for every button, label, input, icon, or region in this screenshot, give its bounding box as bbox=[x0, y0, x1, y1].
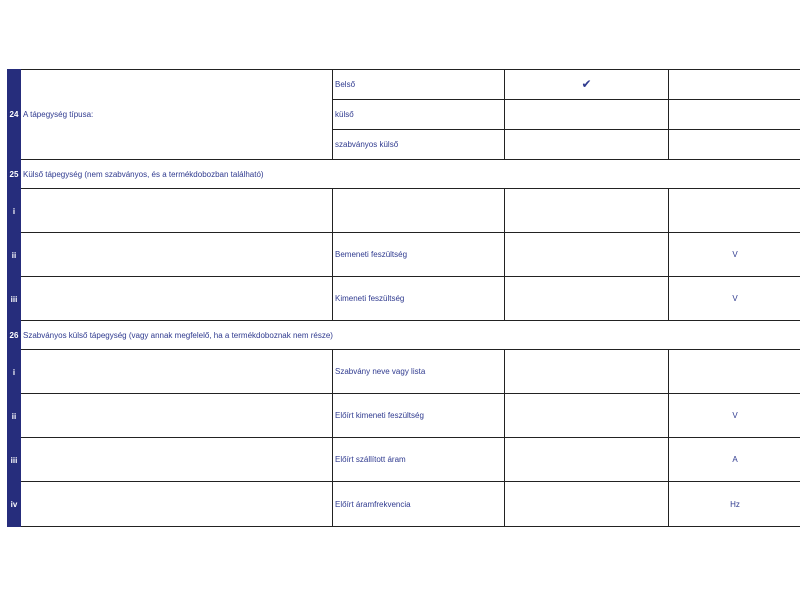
row-label: Előírt szállított áram bbox=[333, 438, 505, 482]
section-24-number: 24 bbox=[7, 69, 21, 160]
table-row bbox=[7, 482, 794, 527]
row-label bbox=[333, 189, 505, 233]
section-26-title: Szabványos külső tápegység (vagy annak megfelelő, ha a termékdoboznak nem része) bbox=[21, 321, 800, 350]
row-value[interactable] bbox=[505, 233, 669, 277]
row-blank bbox=[21, 189, 333, 233]
row-number: i bbox=[7, 350, 21, 394]
table-row bbox=[7, 350, 794, 394]
option-extra-kulso bbox=[669, 100, 800, 130]
row-number: iii bbox=[7, 438, 21, 482]
row-label: Szabvány neve vagy lista bbox=[333, 350, 505, 394]
power-supply-table bbox=[7, 69, 794, 528]
row-label: Bemeneti feszültség bbox=[333, 233, 505, 277]
table-row bbox=[7, 189, 794, 233]
section-26-header bbox=[7, 321, 794, 350]
row-label: Kimeneti feszültség bbox=[333, 277, 505, 321]
row-number: ii bbox=[7, 233, 21, 277]
row-number: ii bbox=[7, 394, 21, 438]
row-unit: A bbox=[669, 438, 800, 482]
row-blank bbox=[21, 394, 333, 438]
row-label: Előírt áramfrekvencia bbox=[333, 482, 505, 527]
section-24-label: A tápegység típusa: bbox=[21, 69, 333, 160]
row-blank bbox=[21, 233, 333, 277]
row-value[interactable] bbox=[505, 482, 669, 527]
option-label-kulso: külső bbox=[333, 100, 505, 130]
section-26-number: 26 bbox=[7, 321, 21, 350]
section-24-option-row bbox=[7, 100, 794, 130]
section-25-title: Külső tápegység (nem szabványos, és a termékdobozban található) bbox=[21, 160, 800, 189]
section-24-option-row bbox=[7, 130, 794, 160]
option-check-kulso[interactable] bbox=[505, 100, 669, 130]
row-value[interactable] bbox=[505, 394, 669, 438]
row-unit: Hz bbox=[669, 482, 800, 527]
row-unit bbox=[669, 350, 800, 394]
row-value[interactable] bbox=[505, 189, 669, 233]
section-25-number: 25 bbox=[7, 160, 21, 189]
option-label-szabvanyos: szabványos külső bbox=[333, 130, 505, 160]
row-unit: V bbox=[669, 394, 800, 438]
row-number: iv bbox=[7, 482, 21, 527]
table-row bbox=[7, 277, 794, 321]
option-check-belso[interactable] bbox=[505, 69, 669, 100]
option-extra-szabvanyos bbox=[669, 130, 800, 160]
row-blank bbox=[21, 350, 333, 394]
row-blank bbox=[21, 277, 333, 321]
row-blank bbox=[21, 438, 333, 482]
table-row bbox=[7, 394, 794, 438]
row-number: i bbox=[7, 189, 21, 233]
option-label-belso: Belső bbox=[333, 69, 505, 100]
row-label: Előírt kimeneti feszültség bbox=[333, 394, 505, 438]
table-row bbox=[7, 233, 794, 277]
row-blank bbox=[21, 482, 333, 527]
row-value[interactable] bbox=[505, 350, 669, 394]
option-check-szabvanyos[interactable] bbox=[505, 130, 669, 160]
row-unit bbox=[669, 189, 800, 233]
option-extra-belso bbox=[669, 69, 800, 100]
check-icon: ✔ bbox=[581, 77, 592, 91]
section-24-option-row bbox=[7, 69, 794, 100]
row-unit: V bbox=[669, 233, 800, 277]
row-number: iii bbox=[7, 277, 21, 321]
row-unit: V bbox=[669, 277, 800, 321]
row-value[interactable] bbox=[505, 438, 669, 482]
table-row bbox=[7, 438, 794, 482]
section-25-header bbox=[7, 160, 794, 189]
row-value[interactable] bbox=[505, 277, 669, 321]
